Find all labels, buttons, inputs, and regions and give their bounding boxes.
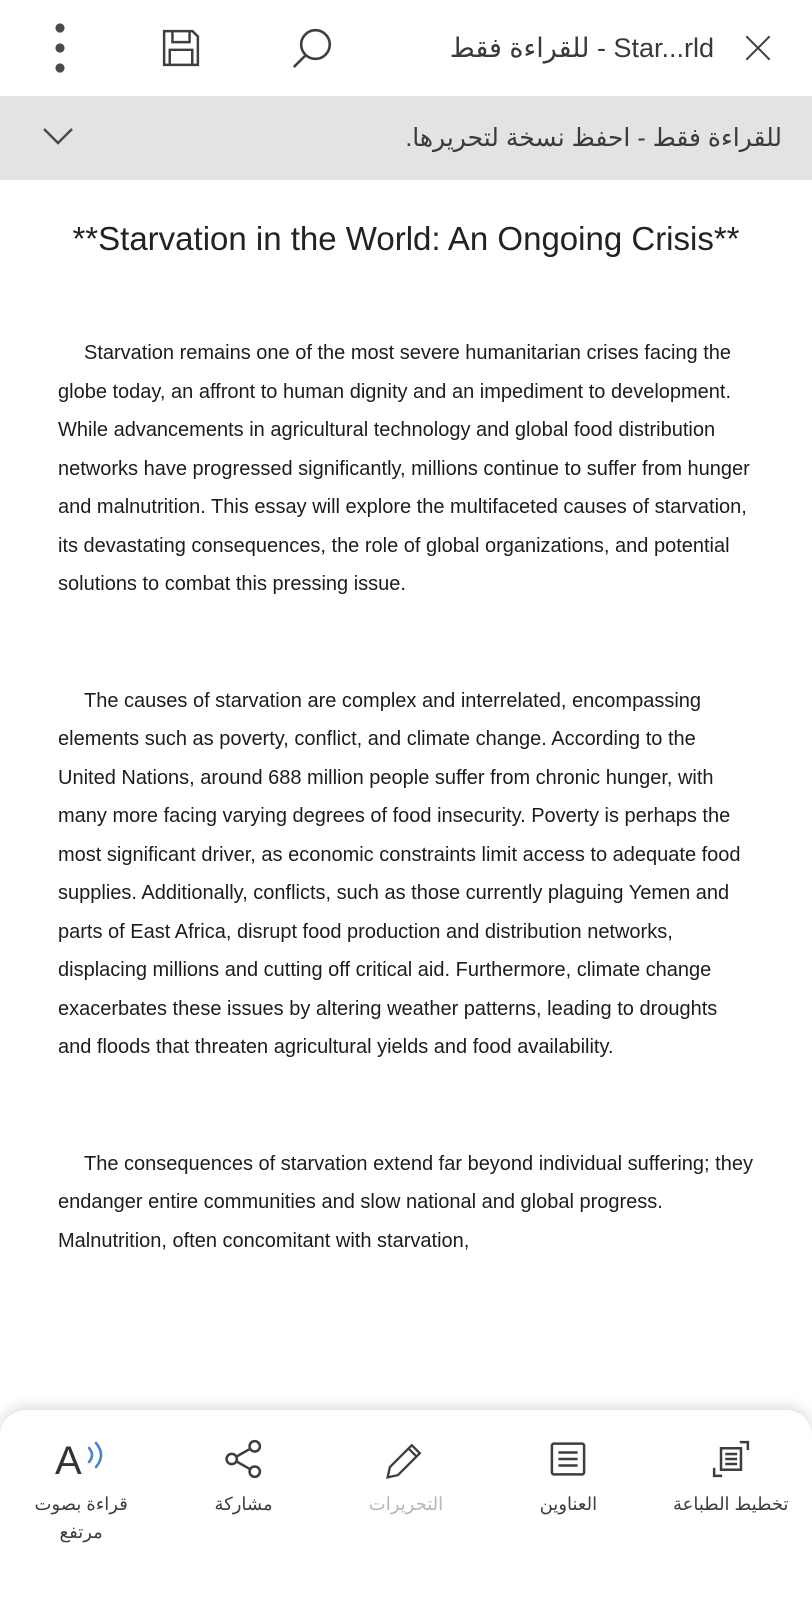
paragraph-2: The causes of starvation are complex and interrelated, encompassing elements such as poverty, conflict, and climate change. According to the United Nations, around 688 million people suffer from chronic hunger, with many more facing varying degrees of food insecurity. Poverty is perhaps the most significant driver, as economic constraints limit access to adequate food supplies. Additionally, conflicts, such as those currently plaguing Yemen and parts of East Africa, disrupt food production and distribution networks, displacing millions and cutting off critical aid. Furthermore, climate change exacerbates these issues by altering weather patterns, leading to droughts and floods that threaten agricultural yields and food availability.: [58, 689, 741, 1058]
paragraph-1: Starvation remains one of the most severe humanitarian crises facing the globe today, an affront to human dignity and an impediment to development. While advancements in agricultural technology and global food distribution networks have progressed significantly, millions continue to suffer from hunger and malnutrition. This essay will explore the multifaceted causes of starvation, its devastating consequences, the role of global organizations, and potential solutions to combat this pressing issue.: [58, 342, 750, 595]
document-canvas[interactable]: [0, 208, 812, 1260]
edit-pencil-icon: [383, 1436, 429, 1482]
print-layout-icon: [708, 1436, 754, 1482]
top-app-bar: [0, 0, 812, 96]
bottom-toolbar: [0, 1410, 812, 1600]
save-icon[interactable]: [154, 21, 208, 75]
edit-label: التحريرات: [368, 1494, 444, 1514]
document-title: **Starvation in the World: An Ongoing Crisis**: [72, 220, 740, 257]
headings-button[interactable]: [493, 1436, 643, 1519]
share-label: مشاركة: [214, 1494, 273, 1514]
read-only-banner: [0, 96, 812, 180]
svg-text:A: A: [55, 1439, 82, 1482]
print-layout-button[interactable]: [656, 1436, 806, 1519]
search-icon[interactable]: [286, 22, 338, 74]
close-icon[interactable]: [738, 28, 778, 68]
read-aloud-label: قراءة بصوت مرتفع: [34, 1494, 128, 1542]
window-title: للقراءة فقط - Star...rld: [449, 32, 714, 63]
document-body: [58, 334, 754, 1260]
headings-label: العناوين: [539, 1494, 598, 1514]
chevron-down-icon[interactable]: [40, 125, 76, 152]
edit-button[interactable]: [331, 1436, 481, 1519]
print-layout-label: تخطيط الطباعة: [673, 1494, 789, 1514]
read-only-message: للقراءة فقط - احفظ نسخة لتحريرها.: [405, 124, 782, 152]
share-icon: [221, 1436, 267, 1482]
paragraph-3: The consequences of starvation extend far beyond individual suffering; they endanger entire communities and slow national and global progress. Malnutrition, often concomitant with starvation,: [58, 1152, 753, 1252]
overflow-menu-icon[interactable]: [52, 19, 68, 77]
read-aloud-icon: [53, 1436, 109, 1482]
share-button[interactable]: [169, 1436, 319, 1519]
headings-icon: [545, 1436, 591, 1482]
read-aloud-button[interactable]: [6, 1436, 156, 1547]
